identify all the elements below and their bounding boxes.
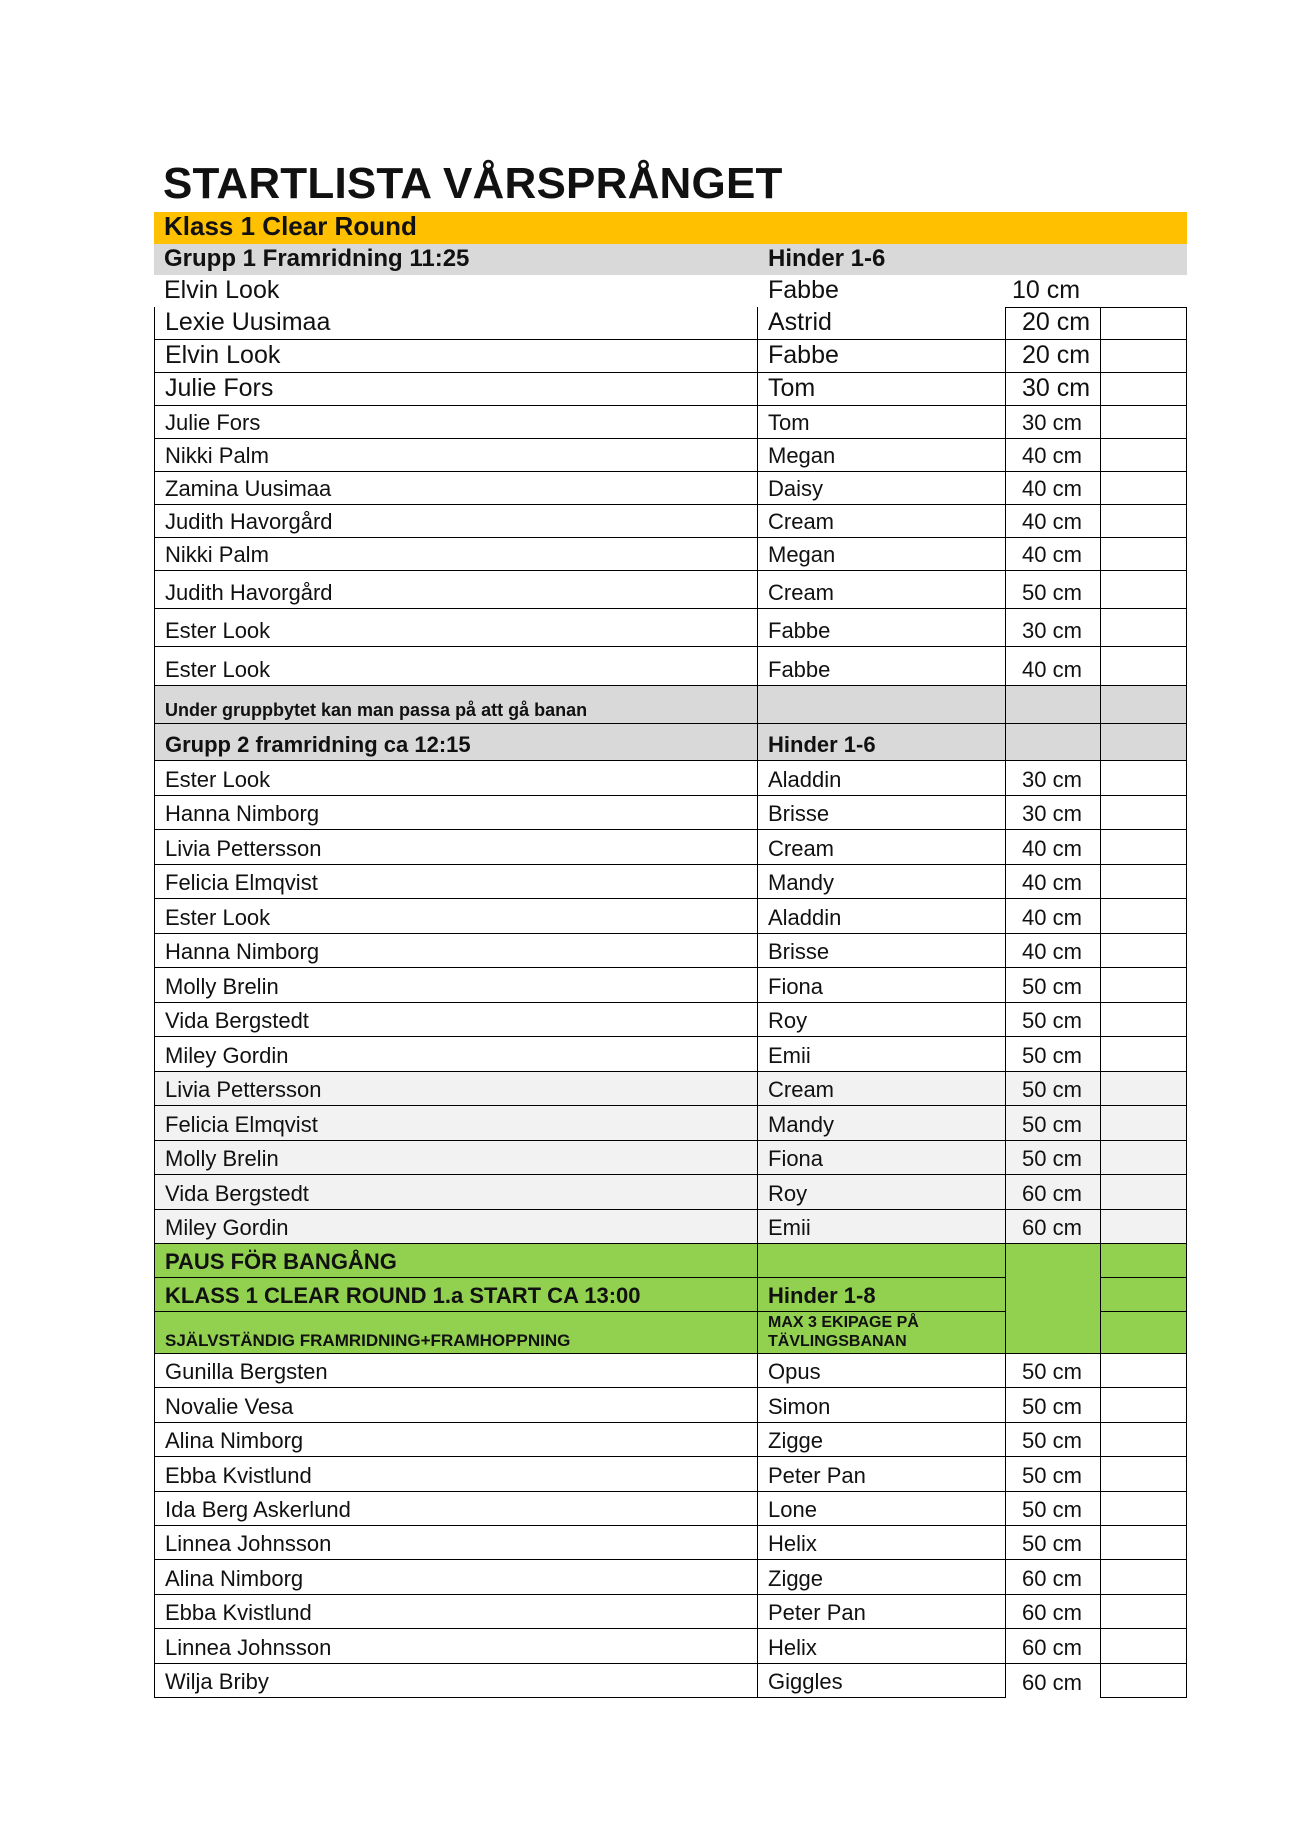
horse-name: Tom (758, 406, 1006, 439)
result-cell (1101, 1664, 1187, 1698)
table-row (154, 1388, 1187, 1422)
rider-name: Alina Nimborg (154, 1560, 758, 1594)
rider-name: Livia Pettersson (154, 830, 758, 865)
fence-height: 40 cm (1006, 899, 1101, 934)
max-entries-note (758, 1312, 1006, 1354)
fence-height: 60 cm (1006, 1175, 1101, 1210)
fence-height: 60 cm (1006, 1560, 1101, 1594)
result-cell (1101, 1175, 1187, 1210)
group-change-note (154, 686, 1187, 724)
fence-height: 40 cm (1006, 439, 1101, 472)
fence-height: 30 cm (1006, 406, 1101, 439)
fence-height: 30 cm (1006, 609, 1101, 647)
table-row (154, 1175, 1187, 1210)
table-row (154, 968, 1187, 1003)
result-cell (1101, 1003, 1187, 1038)
fence-height: 50 cm (1006, 1003, 1101, 1038)
rider-name: Molly Brelin (154, 968, 758, 1003)
horse-name: Zigge (758, 1423, 1006, 1457)
table-row (154, 1526, 1187, 1560)
fence-height: 50 cm (1006, 1141, 1101, 1176)
class-header (154, 212, 1187, 244)
horse-name: Daisy (758, 472, 1006, 505)
rider-name: Wilja Briby (154, 1664, 758, 1698)
horse-name: Roy (758, 1003, 1006, 1038)
fence-height: 50 cm (1006, 1388, 1101, 1422)
horse-name: Cream (758, 830, 1006, 865)
horse-name: Mandy (758, 1106, 1006, 1141)
class-header (154, 1278, 1187, 1312)
result-cell (1101, 538, 1187, 571)
table-row (154, 1629, 1187, 1663)
fence-height: 50 cm (1006, 1354, 1101, 1388)
horse-name: Roy (758, 1175, 1006, 1210)
table-row (154, 1423, 1187, 1457)
rider-name: Julie Fors (154, 373, 758, 406)
rider-name: Linnea Johnsson (154, 1629, 758, 1663)
horse-name: Helix (758, 1629, 1006, 1663)
page-title: STARTLISTA VÅRSPRÅNGET (163, 159, 783, 208)
table-row (154, 647, 1187, 686)
fence-height: 60 cm (1006, 1664, 1101, 1698)
horse-name: Fabbe (758, 647, 1006, 686)
table-row (154, 472, 1187, 505)
horse-name: Megan (758, 538, 1006, 571)
rider-name: Ida Berg Askerlund (154, 1492, 758, 1526)
horse-name: Simon (758, 1388, 1006, 1422)
rider-name: Vida Bergstedt (154, 1003, 758, 1038)
obstacles-label: Hinder 1-8 (758, 1278, 1006, 1312)
horse-name: Peter Pan (758, 1457, 1006, 1491)
table-row (154, 307, 1187, 340)
horse-name: Mandy (758, 865, 1006, 900)
table-row (154, 275, 1187, 307)
group1-rows (154, 307, 1187, 686)
table-row (154, 1210, 1187, 1245)
horse-name: Cream (758, 505, 1006, 538)
obstacles-label: Hinder 1-6 (758, 724, 1006, 761)
table-row (154, 796, 1187, 831)
class-label: Klass 1 Clear Round (164, 212, 417, 241)
horse-name: Opus (758, 1354, 1006, 1388)
rider-name: Ebba Kvistlund (154, 1457, 758, 1491)
fence-height: 50 cm (1006, 571, 1101, 609)
fence-height: 40 cm (1006, 538, 1101, 571)
obstacles-label: Hinder 1-6 (768, 245, 886, 272)
fence-height: 50 cm (1006, 1492, 1101, 1526)
rider-name: Hanna Nimborg (154, 796, 758, 831)
class-info-row (154, 1312, 1187, 1354)
rider-name: Hanna Nimborg (154, 934, 758, 969)
fence-height: 50 cm (1006, 1457, 1101, 1491)
result-cell (1101, 865, 1187, 900)
group-header (154, 244, 1187, 275)
fence-height: 60 cm (1006, 1210, 1101, 1245)
horse-name: Cream (758, 1072, 1006, 1107)
horse-name: Fabbe (768, 276, 839, 304)
fence-height: 30 cm (1006, 761, 1101, 796)
result-cell (1101, 1423, 1187, 1457)
result-cell (1101, 1388, 1187, 1422)
horse-name: Astrid (758, 307, 1006, 340)
result-cell (1101, 761, 1187, 796)
result-cell (1101, 1629, 1187, 1663)
fence-height: 60 cm (1006, 1595, 1101, 1629)
horse-name: Megan (758, 439, 1006, 472)
rider-name: Nikki Palm (154, 439, 758, 472)
table-row (154, 340, 1187, 373)
result-cell (1101, 647, 1187, 686)
break-row (154, 1244, 1187, 1278)
rider-name: Felicia Elmqvist (154, 865, 758, 900)
rider-name: Elvin Look (164, 276, 280, 304)
rider-name: Lexie Uusimaa (154, 307, 758, 340)
fence-height: 20 cm (1006, 307, 1101, 340)
max-entries-line2: TÄVLINGSBANAN (768, 1333, 907, 1350)
result-cell (1101, 1106, 1187, 1141)
rider-name: Alina Nimborg (154, 1423, 758, 1457)
table-row (154, 373, 1187, 406)
rider-name: Ester Look (154, 647, 758, 686)
table-row (154, 1072, 1187, 1107)
horse-name: Cream (758, 571, 1006, 609)
horse-name: Fiona (758, 968, 1006, 1003)
horse-name: Helix (758, 1526, 1006, 1560)
fence-height: 30 cm (1006, 373, 1101, 406)
fence-height: 40 cm (1006, 472, 1101, 505)
result-cell (1101, 571, 1187, 609)
note-text: Under gruppbytet kan man passa på att gå banan (154, 686, 758, 724)
horse-name: Brisse (758, 796, 1006, 831)
horse-name: Fabbe (758, 609, 1006, 647)
table-row (154, 439, 1187, 472)
table-row (154, 1141, 1187, 1176)
rider-name: Ester Look (154, 609, 758, 647)
fence-height: 50 cm (1006, 1423, 1101, 1457)
result-cell (1101, 968, 1187, 1003)
rider-name: Livia Pettersson (154, 1072, 758, 1107)
warmup-note: SJÄLVSTÄNDIG FRAMRIDNING+FRAMHOPPNING (154, 1312, 758, 1354)
table-row (154, 1106, 1187, 1141)
rider-name: Ester Look (154, 761, 758, 796)
result-cell (1101, 472, 1187, 505)
fence-height: 40 cm (1006, 505, 1101, 538)
fence-height: 20 cm (1006, 340, 1101, 373)
horse-name: Brisse (758, 934, 1006, 969)
result-cell (1101, 1354, 1187, 1388)
table-row (154, 1457, 1187, 1491)
table-row (154, 934, 1187, 969)
result-cell (1101, 340, 1187, 373)
fence-height: 50 cm (1006, 1106, 1101, 1141)
horse-name: Fabbe (758, 340, 1006, 373)
horse-name: Fiona (758, 1141, 1006, 1176)
table-row (154, 761, 1187, 796)
rider-name: Nikki Palm (154, 538, 758, 571)
table-row (154, 1560, 1187, 1594)
result-cell (1101, 1560, 1187, 1594)
rider-name: Miley Gordin (154, 1210, 758, 1245)
result-cell (1101, 934, 1187, 969)
rider-name: Molly Brelin (154, 1141, 758, 1176)
table-row (154, 538, 1187, 571)
rider-name: Judith Havorgård (154, 571, 758, 609)
rider-name: Vida Bergstedt (154, 1175, 758, 1210)
group-label: Grupp 2 framridning ca 12:15 (154, 724, 758, 761)
group-header (154, 724, 1187, 761)
result-cell (1101, 1526, 1187, 1560)
fence-height: 40 cm (1006, 830, 1101, 865)
result-cell (1101, 307, 1187, 340)
result-cell (1101, 439, 1187, 472)
table-row (154, 1037, 1187, 1072)
horse-name: Zigge (758, 1560, 1006, 1594)
startlist-table (154, 212, 1187, 1698)
max-entries-line1: MAX 3 EKIPAGE PÅ (768, 1314, 919, 1331)
rider-name: Gunilla Bergsten (154, 1354, 758, 1388)
class-label: KLASS 1 CLEAR ROUND 1.a START CA 13:00 (154, 1278, 758, 1312)
result-cell (1101, 373, 1187, 406)
rider-name: Elvin Look (154, 340, 758, 373)
rider-name: Novalie Vesa (154, 1388, 758, 1422)
result-cell (1101, 1037, 1187, 1072)
horse-name: Emii (758, 1037, 1006, 1072)
result-cell (1101, 899, 1187, 934)
table-row (154, 1595, 1187, 1629)
table-row (154, 1664, 1187, 1698)
table-row (154, 1354, 1187, 1388)
table-row (154, 609, 1187, 647)
result-cell (1101, 1141, 1187, 1176)
result-cell (1101, 1210, 1187, 1245)
rider-name: Julie Fors (154, 406, 758, 439)
horse-name: Giggles (758, 1664, 1006, 1698)
rider-name: Miley Gordin (154, 1037, 758, 1072)
result-cell (1101, 796, 1187, 831)
horse-name: Aladdin (758, 899, 1006, 934)
horse-name: Peter Pan (758, 1595, 1006, 1629)
rider-name: Felicia Elmqvist (154, 1106, 758, 1141)
rider-name: Ester Look (154, 899, 758, 934)
result-cell (1101, 830, 1187, 865)
fence-height: 50 cm (1006, 1072, 1101, 1107)
fence-height: 40 cm (1006, 934, 1101, 969)
table-row (154, 899, 1187, 934)
class1a-rows (154, 1354, 1187, 1698)
rider-name: Zamina Uusimaa (154, 472, 758, 505)
fence-height: 40 cm (1006, 647, 1101, 686)
result-cell (1101, 1492, 1187, 1526)
table-row (154, 865, 1187, 900)
rider-name: Ebba Kvistlund (154, 1595, 758, 1629)
result-cell (1101, 1457, 1187, 1491)
table-row (154, 1492, 1187, 1526)
rider-name: Judith Havorgård (154, 505, 758, 538)
result-cell (1101, 505, 1187, 538)
result-cell (1101, 609, 1187, 647)
horse-name: Emii (758, 1210, 1006, 1245)
horse-name: Aladdin (758, 761, 1006, 796)
result-cell (1101, 1072, 1187, 1107)
table-row (154, 406, 1187, 439)
table-row (154, 830, 1187, 865)
group2-rows (154, 761, 1187, 1244)
horse-name: Lone (758, 1492, 1006, 1526)
break-label: PAUS FÖR BANGÅNG (154, 1244, 758, 1278)
horse-name: Tom (758, 373, 1006, 406)
fence-height: 40 cm (1006, 865, 1101, 900)
fence-height: 50 cm (1006, 1037, 1101, 1072)
group-label: Grupp 1 Framridning 11:25 (164, 245, 470, 272)
result-cell (1101, 1595, 1187, 1629)
fence-height: 30 cm (1006, 796, 1101, 831)
rider-name: Linnea Johnsson (154, 1526, 758, 1560)
fence-height: 50 cm (1006, 968, 1101, 1003)
table-row (154, 505, 1187, 538)
result-cell (1101, 406, 1187, 439)
fence-height: 10 cm (1012, 276, 1081, 304)
table-row (154, 1003, 1187, 1038)
fence-height: 60 cm (1006, 1629, 1101, 1663)
fence-height: 50 cm (1006, 1526, 1101, 1560)
table-row (154, 571, 1187, 609)
